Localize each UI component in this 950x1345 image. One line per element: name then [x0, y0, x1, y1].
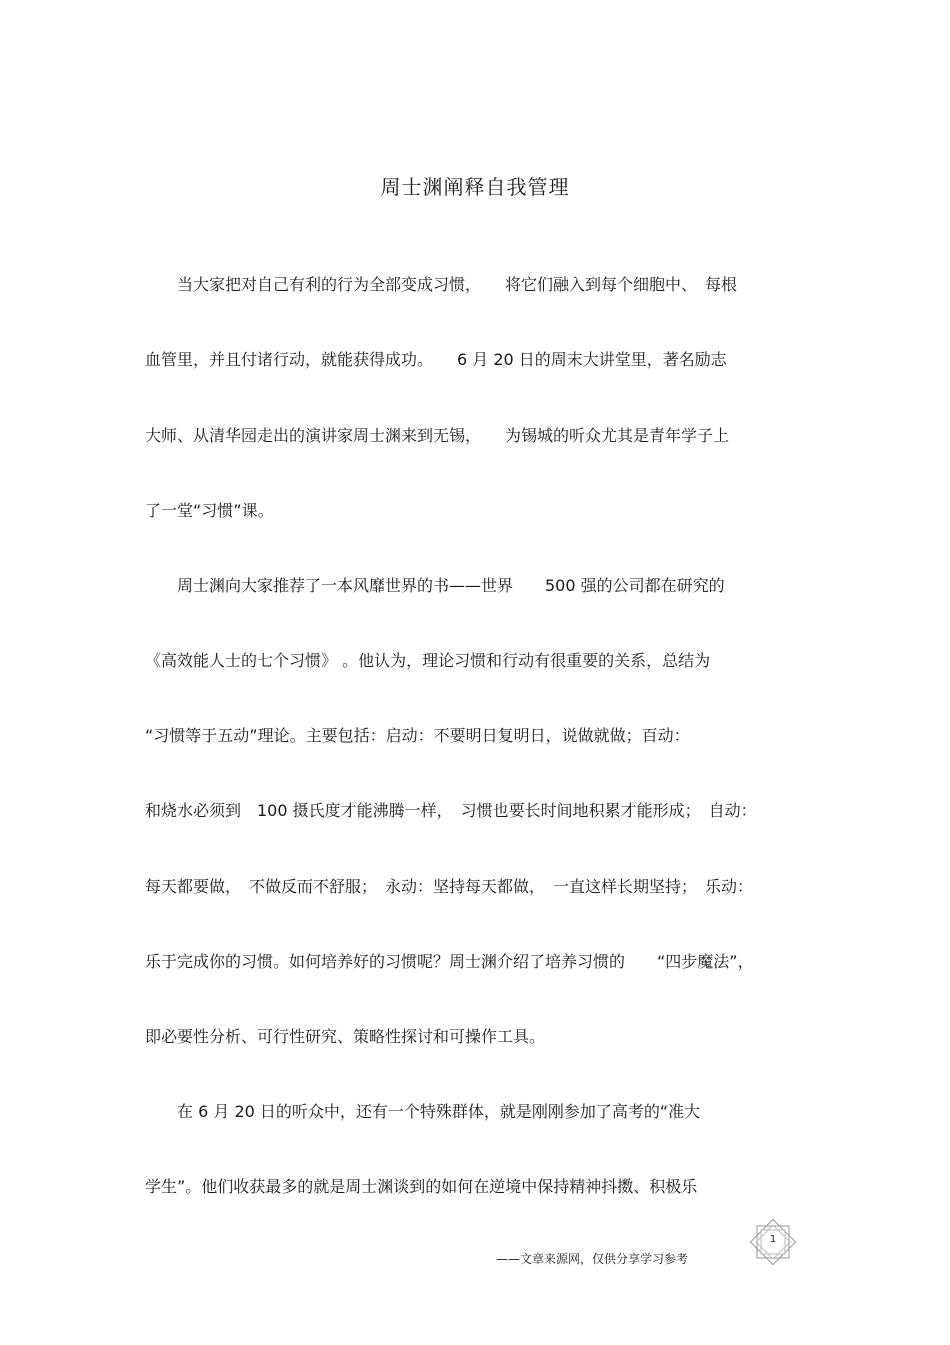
body-line-6: 《高效能人士的七个习惯》 。他认为，理论习惯和行动有很重要的关系，总结为	[145, 651, 711, 670]
body-line-11: 即必要性分析、可行性研究、策略性探讨和可操作工具。	[145, 1027, 546, 1046]
body-line-3: 大师、从清华园走出的演讲家周士渊来到无锡， 为锡城的听众尤其是青年学子上	[145, 426, 730, 445]
body-line-7: “习惯等于五动”理论。主要包括：启动：不要明日复明日，说做就做；百动：	[145, 726, 690, 745]
body-line-4: 了一堂“习惯”课。	[145, 501, 274, 520]
body-line-12: 在 6 月 20 日的听众中，还有一个特殊群体，就是刚刚参加了高考的“准大	[145, 1102, 701, 1121]
body-line-13: 学生”。他们收获最多的就是周士渊谈到的如何在逆境中保持精神抖擞、积极乐	[145, 1177, 698, 1196]
page-number: 1	[769, 1234, 777, 1245]
source-note: ——文章来源网，仅供分享学习参考	[496, 1252, 689, 1266]
body-line-10: 乐于完成你的习惯。如何培养好的习惯呢？周士渊介绍了培养习惯的 “四步魔法”，	[145, 952, 754, 971]
body-line-2: 血管里，并且付诸行动，就能获得成功。 6 月 20 日的周末大讲堂里，著名励志	[145, 350, 727, 369]
body-line-5: 周士渊向大家推荐了一本风靡世界的书——世界 500 强的公司都在研究的	[145, 576, 725, 595]
body-line-1: 当大家把对自己有利的行为全部变成习惯， 将它们融入到每个细胞中、 每根	[145, 275, 738, 294]
page-number-badge	[748, 1219, 798, 1265]
document-title: 周士渊阐释自我管理	[380, 175, 570, 199]
body-line-9: 每天都要做， 不做反而不舒服； 永动：坚持每天都做， 一直这样长期坚持； 乐动：	[145, 877, 754, 896]
body-line-8: 和烧水必须到 100 摄氏度才能沸腾一样， 习惯也要长时间地积累才能形成； 自动：	[145, 801, 757, 820]
